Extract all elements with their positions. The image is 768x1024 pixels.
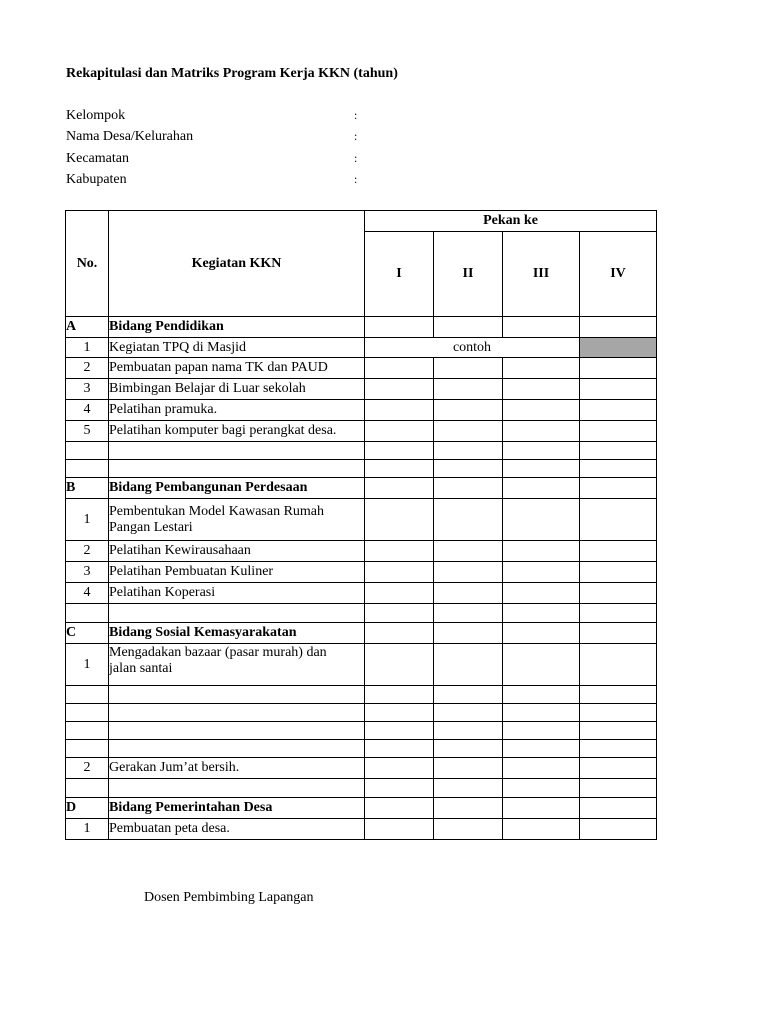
program-matrix-table <box>65 210 657 840</box>
table-row <box>66 583 657 604</box>
empty-row <box>66 460 657 478</box>
section-row <box>66 317 657 338</box>
activity-cell: Pembentukan Model Kawasan Rumah Pangan Lestari <box>109 499 365 541</box>
activity-cell: Pelatihan Kewirausahaan <box>109 541 365 562</box>
activity-cell: Pelatihan Pembuatan Kuliner <box>109 562 365 583</box>
activity-cell: Pembuatan papan nama TK dan PAUD <box>109 358 365 379</box>
section-letter: C <box>66 623 109 644</box>
row-number: 3 <box>66 562 109 583</box>
activity-cell: Gerakan Jum’at bersih. <box>109 758 365 779</box>
section-row <box>66 623 657 644</box>
empty-row <box>66 704 657 722</box>
activity-cell: Pembuatan peta desa. <box>109 819 365 840</box>
shaded-week-cell <box>580 338 657 358</box>
document-title: Rekapitulasi dan Matriks Program Kerja KKN (tahun) <box>66 66 398 81</box>
table-row <box>66 338 657 358</box>
table-row <box>66 758 657 779</box>
empty-row <box>66 604 657 623</box>
table-row <box>66 499 657 541</box>
header-week-4: IV <box>580 232 657 317</box>
activity-cell: Pelatihan komputer bagi perangkat desa. <box>109 421 365 442</box>
info-label-kelompok: Kelompok <box>66 108 126 123</box>
activity-text: Mengadakan bazaar (pasar murah) dan jalan santai <box>109 644 327 676</box>
header-week-2: II <box>434 232 503 317</box>
table-row <box>66 400 657 421</box>
header-week: Pekan ke <box>365 211 657 232</box>
section-letter: D <box>66 798 109 819</box>
info-label-kabupaten: Kabupaten <box>66 172 127 187</box>
row-number: 3 <box>66 379 109 400</box>
empty-row <box>66 442 657 460</box>
activity-cell: Pelatihan pramuka. <box>109 400 365 421</box>
table-row <box>66 541 657 562</box>
activity-cell: Bimbingan Belajar di Luar sekolah <box>109 379 365 400</box>
section-row <box>66 798 657 819</box>
header-week-3: III <box>503 232 580 317</box>
empty-row <box>66 740 657 758</box>
section-letter: A <box>66 317 109 338</box>
section-title: Bidang Pemerintahan Desa <box>109 798 365 819</box>
section-title: Bidang Pembangunan Perdesaan <box>109 478 365 499</box>
activity-cell: Kegiatan TPQ di Masjid <box>109 338 365 358</box>
section-title: Bidang Sosial Kemasyarakatan <box>109 623 365 644</box>
activity-cell: Pelatihan Koperasi <box>109 583 365 604</box>
table-row <box>66 562 657 583</box>
info-label-kecamatan: Kecamatan <box>66 151 129 166</box>
row-number: 1 <box>66 644 109 686</box>
info-colon: : <box>354 108 358 122</box>
activity-cell <box>109 644 365 686</box>
section-title: Bidang Pendidikan <box>109 317 365 338</box>
row-number: 2 <box>66 758 109 779</box>
table-row <box>66 644 657 686</box>
row-number: 2 <box>66 541 109 562</box>
info-label-desa: Nama Desa/Kelurahan <box>66 129 194 144</box>
info-colon: : <box>354 172 358 186</box>
header-no: No. <box>66 211 109 317</box>
row-number: 4 <box>66 583 109 604</box>
info-colon: : <box>354 151 358 165</box>
table-row <box>66 379 657 400</box>
table-header-row <box>66 211 657 232</box>
empty-row <box>66 722 657 740</box>
table-row <box>66 358 657 379</box>
row-number: 1 <box>66 338 109 358</box>
row-number: 5 <box>66 421 109 442</box>
info-colon: : <box>354 129 358 143</box>
empty-row <box>66 686 657 704</box>
supervisor-signature-label: Dosen Pembimbing Lapangan <box>144 890 314 905</box>
section-letter: B <box>66 478 109 499</box>
row-number: 1 <box>66 499 109 541</box>
example-cell: contoh <box>365 338 580 358</box>
table-row <box>66 819 657 840</box>
empty-row <box>66 779 657 798</box>
header-week-1: I <box>365 232 434 317</box>
section-row <box>66 478 657 499</box>
row-number: 2 <box>66 358 109 379</box>
row-number: 4 <box>66 400 109 421</box>
row-number: 1 <box>66 819 109 840</box>
table-row <box>66 421 657 442</box>
header-activity: Kegiatan KKN <box>109 211 365 317</box>
